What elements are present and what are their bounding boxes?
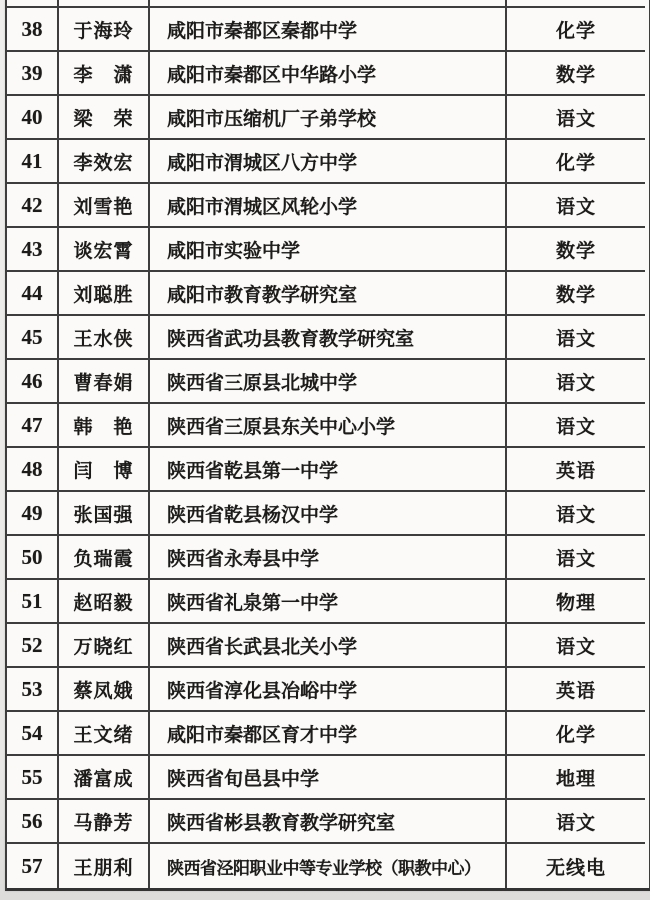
cell-number: 57: [7, 844, 59, 888]
cell-subject: 地理: [507, 756, 645, 800]
cell-name: 蔡凤娥: [59, 668, 150, 712]
cell-school: 陕西省永寿县中学: [150, 536, 507, 580]
cell-subject: 语文: [507, 536, 645, 580]
cell-subject: 化学: [507, 140, 645, 184]
cell-subject: 语文: [507, 184, 645, 228]
cell-name: 闫 博: [59, 448, 150, 492]
cell-name: 于海玲: [59, 8, 150, 52]
table-row: [7, 228, 649, 272]
cell-number: 42: [7, 184, 59, 228]
cell-name: 刘聪胜: [59, 272, 150, 316]
cell-number: 55: [7, 756, 59, 800]
cell-subject: 语文: [507, 492, 645, 536]
cell-number: 44: [7, 272, 59, 316]
table-row: [7, 404, 649, 448]
cell-subject: 化学: [507, 8, 645, 52]
cell-subject: 数学: [507, 52, 645, 96]
table-row: [7, 712, 649, 756]
cell-subject: 语文: [507, 316, 645, 360]
cell-school: 咸阳市秦都区秦都中学: [150, 8, 507, 52]
partial-cell: [507, 0, 645, 8]
cell-name: 韩 艳: [59, 404, 150, 448]
cell-school: 咸阳市压缩机厂子弟学校: [150, 96, 507, 140]
cell-school: 陕西省彬县教育教学研究室: [150, 800, 507, 844]
cell-name: 曹春娟: [59, 360, 150, 404]
cell-subject: 化学: [507, 712, 645, 756]
cell-name: 马静芳: [59, 800, 150, 844]
cell-subject: 语文: [507, 404, 645, 448]
table-row: [7, 668, 649, 712]
cell-name: 李效宏: [59, 140, 150, 184]
cell-number: 53: [7, 668, 59, 712]
cell-name: 谈宏霄: [59, 228, 150, 272]
cell-number: 39: [7, 52, 59, 96]
cell-subject: 无线电: [507, 844, 645, 888]
cell-subject: 语文: [507, 624, 645, 668]
cell-number: 47: [7, 404, 59, 448]
cell-school: 陕西省长武县北关小学: [150, 624, 507, 668]
cell-school: 陕西省三原县东关中心小学: [150, 404, 507, 448]
roster-table: [5, 0, 650, 891]
cell-number: 43: [7, 228, 59, 272]
cell-school: 咸阳市渭城区八方中学: [150, 140, 507, 184]
table-row: [7, 756, 649, 800]
cell-number: 46: [7, 360, 59, 404]
cell-subject: 语文: [507, 96, 645, 140]
cell-name: 王朋利: [59, 844, 150, 888]
cell-subject: 物理: [507, 580, 645, 624]
cell-number: 54: [7, 712, 59, 756]
cell-number: 50: [7, 536, 59, 580]
cell-subject: 语文: [507, 800, 645, 844]
table-row: [7, 580, 649, 624]
table-row: [7, 96, 649, 140]
cell-school: 陕西省泾阳职业中等专业学校（职教中心）: [150, 844, 507, 888]
cell-school: 陕西省乾县第一中学: [150, 448, 507, 492]
table-row: [7, 184, 649, 228]
cell-school: 咸阳市秦都区中华路小学: [150, 52, 507, 96]
cell-name: 万晓红: [59, 624, 150, 668]
table-row: [7, 8, 649, 52]
cell-school: 咸阳市实验中学: [150, 228, 507, 272]
table-row: [7, 492, 649, 536]
cell-number: 48: [7, 448, 59, 492]
cell-name: 王水侠: [59, 316, 150, 360]
cell-name: 赵昭毅: [59, 580, 150, 624]
cell-subject: 英语: [507, 448, 645, 492]
cell-name: 李 潇: [59, 52, 150, 96]
cell-name: 张国强: [59, 492, 150, 536]
partial-cell: [7, 0, 59, 8]
table-row: [7, 448, 649, 492]
table-row: [7, 316, 649, 360]
cell-name: 潘富成: [59, 756, 150, 800]
cell-name: 梁 荣: [59, 96, 150, 140]
cell-school: 咸阳市秦都区育才中学: [150, 712, 507, 756]
table-row: [7, 844, 649, 888]
cell-subject: 英语: [507, 668, 645, 712]
table-row: [7, 360, 649, 404]
cell-name: 王文绪: [59, 712, 150, 756]
table-row: [7, 272, 649, 316]
cell-school: 陕西省礼泉第一中学: [150, 580, 507, 624]
cell-name: 负瑞霞: [59, 536, 150, 580]
cell-school: 咸阳市教育教学研究室: [150, 272, 507, 316]
table-row: [7, 52, 649, 96]
partial-cell: [59, 0, 150, 8]
cell-school: 陕西省旬邑县中学: [150, 756, 507, 800]
table-row: [7, 140, 649, 184]
cell-school: 咸阳市渭城区风轮小学: [150, 184, 507, 228]
cell-number: 38: [7, 8, 59, 52]
table-row: [7, 536, 649, 580]
cell-subject: 语文: [507, 360, 645, 404]
cell-number: 56: [7, 800, 59, 844]
cell-number: 51: [7, 580, 59, 624]
cell-number: 49: [7, 492, 59, 536]
cell-school: 陕西省三原县北城中学: [150, 360, 507, 404]
cell-school: 陕西省淳化县冶峪中学: [150, 668, 507, 712]
cell-name: 刘雪艳: [59, 184, 150, 228]
partial-top-row: [7, 0, 649, 8]
cell-number: 52: [7, 624, 59, 668]
cell-number: 40: [7, 96, 59, 140]
partial-cell: [150, 0, 507, 8]
cell-number: 45: [7, 316, 59, 360]
cell-school: 陕西省武功县教育教学研究室: [150, 316, 507, 360]
table-row: [7, 800, 649, 844]
cell-subject: 数学: [507, 228, 645, 272]
cell-number: 41: [7, 140, 59, 184]
cell-subject: 数学: [507, 272, 645, 316]
cell-school: 陕西省乾县杨汉中学: [150, 492, 507, 536]
table-row: [7, 624, 649, 668]
